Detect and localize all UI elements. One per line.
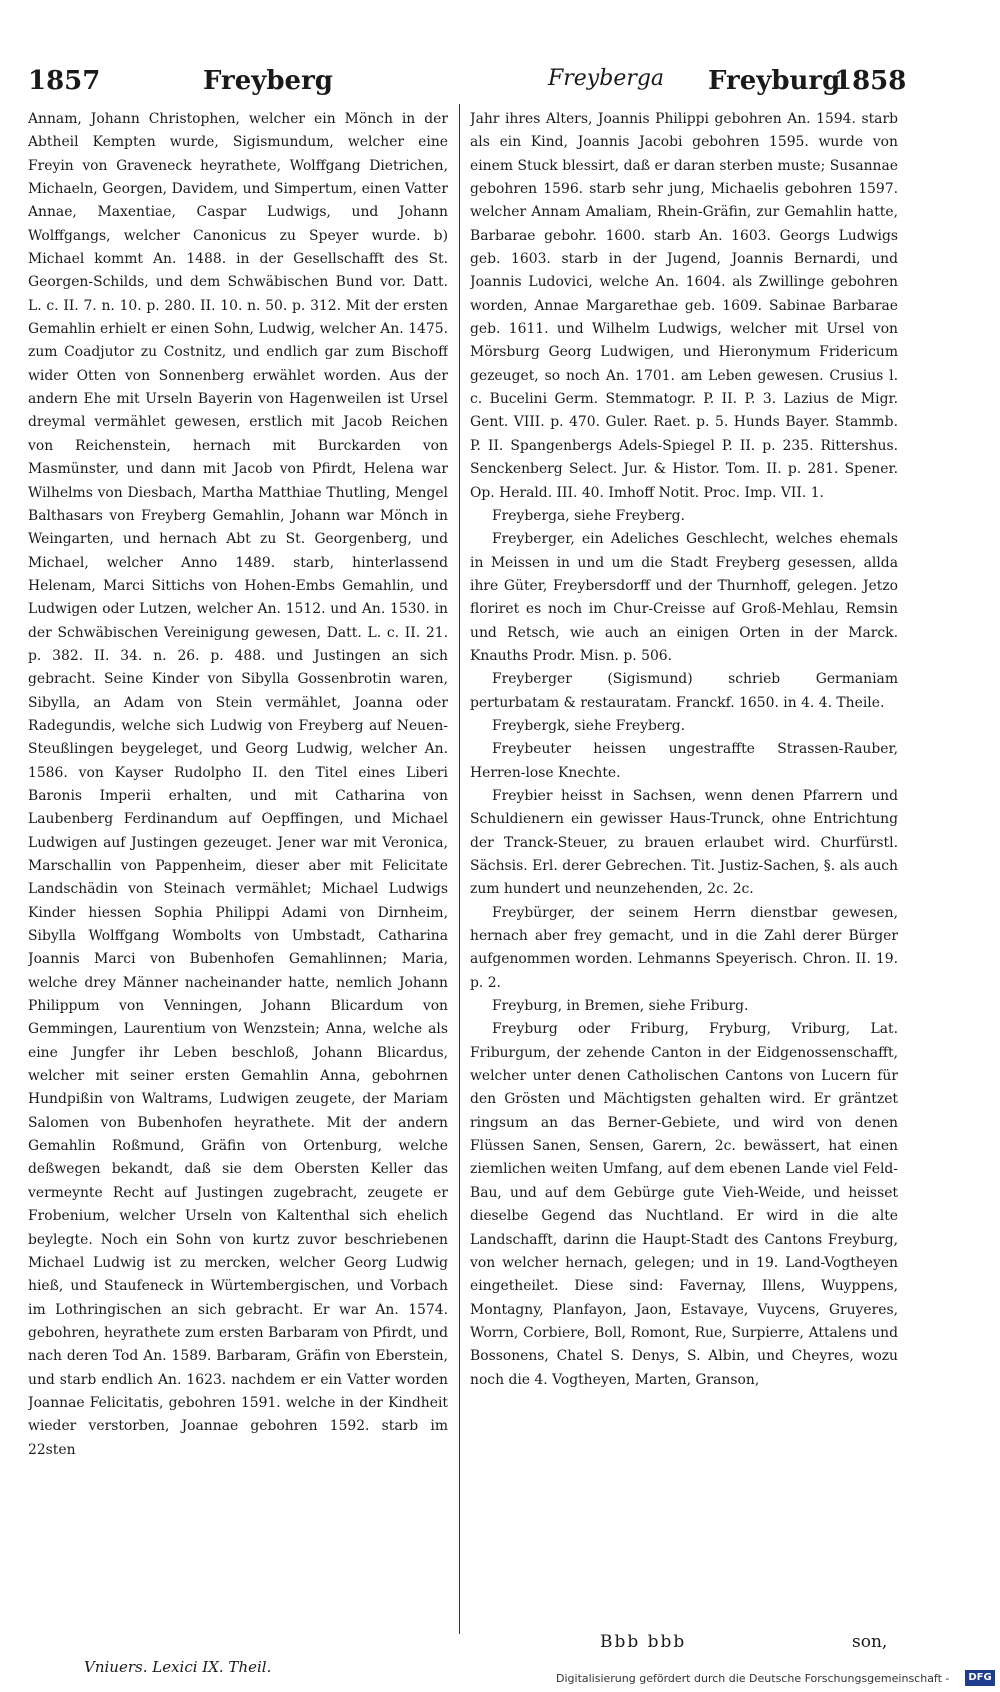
entry-freyberger-family: Freyberger, ein Adeliches Geschlecht, welches ehemals in Meissen in und um die Stadt Freyberg gesessen, allda ihre Güter, Freybersdorff und der Thurnhoff, gelegen. Jetzo floriret es noch im Chur-Creisse auf Groß-Mehlau, Remsin und Retsch, wie auch an einigen Orten in der Marck. Knauths Prodr. Misn. p. 506. (470, 531, 898, 664)
entry-freybuerger: Freybürger, der seinem Herrn dienstbar gewesen, hernach aber frey gemacht, und in die Zahl derer Bürger aufgenommen worden. Lehmanns Speyerisch. Chron. II. 19. p. 2. (470, 904, 898, 991)
signature-mark: Bbb bbb (600, 1632, 687, 1652)
running-head-right-last: Freyburg (708, 66, 841, 96)
entry-freyberger-sigismund: Freyberger (Sigismund) schrieb Germaniam perturbatam & restauratam. Franckf. 1650. in 4. 4. Theile. (470, 671, 898, 711)
entry-freyburg-bremen: Freyburg, in Bremen, siehe Friburg. (492, 998, 749, 1015)
left-column (28, 108, 448, 1628)
digitization-footer: Digitalisierung gefördert durch die Deutsche Forschungsgemeinschaft - (556, 1672, 950, 1685)
left-column-text: Annam, Johann Christophen, welcher ein Mönch in der Abtheil Kempten wurde, Sigismundum, welcher eine Freyin von Graveneck heyrathete, Wolffgang Dietrichen, Michaeln, Georgen, Davidem, und Simpertum, einen Vatter Annae, Maxentiae, Caspar Ludwigs, und Johann Wolffgangs, welcher Canonicus zu Speyer wurde. b) Michael kommt An. 1488. in der Gesellschafft des St. Georgen-Schilds, und dem Schwäbischen Bund vor. Datt. L. c. II. 7. n. 10. p. 280. II. 10. n. 50. p. 312. Mit der ersten Gemahlin erhielt er einen Sohn, Ludwig, welcher An. 1475. zum Coadjutor zu Costnitz, und endlich gar zum Bischoff wider Otten von Sonnenberg erwählet worden. Aus der andern Ehe mit Urseln Bayerin von Hagenweilen ist Ursel dreymal vermählet gewesen, erstlich mit Jacob Reichen von Reichenstein, hernach mit Burckarden von Masmünster, und dann mit Jacob von Pfirdt, Helena war Wilhelms von Diesbach, Martha Matthiae Thutling, Mengel Balthasars von Freyberg Gemahlin, Johann war Mönch in Weingarten, und hernach Abt zu St. Georgenberg, und Michael, welcher Anno 1489. starb, hinterlassend Helenam, Marci Sittichs von Hohen-Embs Gemahlin, und Ludwigen oder Lutzen, welcher An. 1512. und An. 1530. in der Schwäbischen Vereinigung gewesen, Datt. L. c. II. 21. p. 382. II. 34. n. 26. p. 488. und Justingen an sich gebracht. Seine Kinder von Sibylla Gossenbrotin waren, Sibylla, an Adam von Stein vermählet, Joanna oder Radegundis, welche sich Ludwig von Freyberg auf Neuen-Steußlingen beygeleget, und Georg Ludwig, welcher An. 1586. von Kayser Rudolpho II. den Titel eines Liberi Baronis Imperii erhalten, und mit Catharina von Laubenberg Ferdinandum auf Oepffingen, und Michael Ludwigen auf Justingen gezeuget. Jener war mit Veronica, Marschallin von Pappenheim, dieser aber mit Felicitate Landschädin von Steinach vermählet; Michael Ludwigs Kinder hiessen Sophia Philippi Adami von Dirnheim, Sibylla Wolffgang Wombolts von Umbstadt, Catharina Joannis Marci von Bubenhofen Gemahlinnen; Maria, welche drey Männer nacheinander hatte, nemlich Johann Philippum von Venningen, Johann Blicardum von Gemmingen, Laurentium von Wenzstein; Anna, welche als eine Jungfer ihr Leben beschloß, Johann Blicardus, welcher mit seiner ersten Gemahlin Anna, gebohrnen Hundpißin von Waltrams, Ludwigen zeugete, der Mariam Salomen von Bubenhofen heyrathete. Mit der andern Gemahlin Roßmund, Gräfin von Ortenburg, welche deßwegen bekandt, daß sie dem Obersten Keller das vermeynte Recht auf Justingen zugebracht, zeugete er Frobenium, welcher Urseln von Kaltenthal sich ehelich beylegte. Noch ein Sohn von kurtz zuvor beschriebenen Michael Ludwig ist zu mercken, welcher Georg Ludwig hieß, und Staufeneck in Würtembergischen, und Vorbach im Lothringischen an sich gebracht. Er war An. 1574. gebohren, heyrathete zum ersten Barbaram von Pfirdt, und nach deren Tod An. 1589. Barbaram, Gräfin von Eberstein, und starb endlich An. 1623. nachdem er ein Vatter worden Joannae Felicitatis, gebohren 1591. welche in der Kindheit wieder verstorben, Joannae gebohren 1592. starb im 22sten (28, 111, 448, 1458)
entry-freyberga: Freyberga, siehe Freyberg. (492, 507, 685, 524)
volume-note: Vniuers. Lexici IX. Theil. (84, 1658, 272, 1676)
entry-continuation: Jahr ihres Alters, Joannis Philippi gebohren An. 1594. starb als ein Kind, Joannis Jacobi gebohren 1595. wurde von einem Stuck blessirt, daß er daran sterben muste; Susannae gebohren 1596. starb sehr jung, Michaelis gebohren 1597. welcher Annam Amaliam, Rhein-Gräfin, zur Gemahlin hatte, Barbarae gebohr. 1600. starb An. 1603. Georgs Ludwigs geb. 1603. starb in der Jugend, Joannis Bernardi, und Joannis Ludovici, welche An. 1604. als Zwillinge gebohren worden, Annae Margarethae geb. 1609. Sabinae Barbarae geb. 1611. und Wilhelm Ludwigs, welcher mit Ursel von Mörsburg Georg Ludwigen, und Hieronymum Fridericum gezeuget, so noch An. 1701. am Leben gewesen. Crusius l. c. Bucelini Germ. Stemmatogr. P. II. P. 3. Lazius de Migr. Gent. VIII. p. 470. Guler. Raet. p. 5. Hunds Bayer. Stammb. P. II. Spangenbergs Adels-Spiegel P. II. p. 235. Rittershus. Senckenberg Select. Jur. & Histor. Tom. II. p. 281. Spener. Op. Herald. III. 40. Imhoff Notit. Proc. Imp. VII. 1. (470, 111, 898, 501)
catchword: son, (852, 1632, 888, 1652)
entry-freybier: Freybier heisst in Sachsen, wenn denen Pfarrern und Schuldienern ein gewisser Haus-Trunck, ohne Entrichtung der Tranck-Steuer, zu brauen erlaubet wird. Churfürstl. Sächsis. Erl. derer Gebrechen. Tit. Justiz-Sachen, §. als auch zum hundert und neunzehenden, 2c. 2c. (470, 787, 898, 898)
dfg-logo-icon: DFG (965, 1670, 995, 1686)
running-head-right-first: Freyberga (548, 66, 665, 91)
entry-freybeuter: Freybeuter heissen ungestraffte Strassen-Rauber, Herren-lose Knechte. (470, 741, 898, 781)
page-header (28, 66, 918, 106)
column-divider (459, 104, 460, 1634)
entry-freyburg-canton: Freyburg oder Friburg, Fryburg, Vriburg, Lat. Friburgum, der zehende Canton in der Eidgenossenschafft, welcher unter denen Catholischen Cantons von Lucern für den Grösten und Mächtigsten gehalten wird. Er gräntzet ringsum an das Berner-Gebiete, und wird von denen Flüssen Sanen, Sensen, Garern, 2c. bewässert, hat einen ziemlichen weiten Umfang, auf dem ebenen Lande viel Feld-Bau, und auf dem Gebürge gute Vieh-Weide, und heisset dieselbe Gegend das Nuchtland. Er wird in die alte Landschafft, darinn die Haupt-Stadt des Cantons Freyburg, von welcher hernach, gelegen; und in 19. Land-Vogtheyen eingetheilet. Diese sind: Favernay, Illens, Wuyppens, Montagny, Planfayon, Jaon, Estavaye, Vuycens, Gruyeres, Worrn, Corbiere, Boll, Romont, Rue, Surpierre, Attalens und Bossonens, Chatel S. Denys, S. Albin, und Cheyres, wozu noch die 4. Vogtheyen, Marten, Granson, (470, 1021, 898, 1388)
entry-freybergk: Freybergk, siehe Freyberg. (492, 717, 686, 734)
page-number-left: 1857 (28, 66, 101, 96)
page-number-right: 1858 (834, 66, 907, 96)
right-column (470, 108, 898, 1628)
running-head-left: Freyberg (203, 66, 333, 96)
